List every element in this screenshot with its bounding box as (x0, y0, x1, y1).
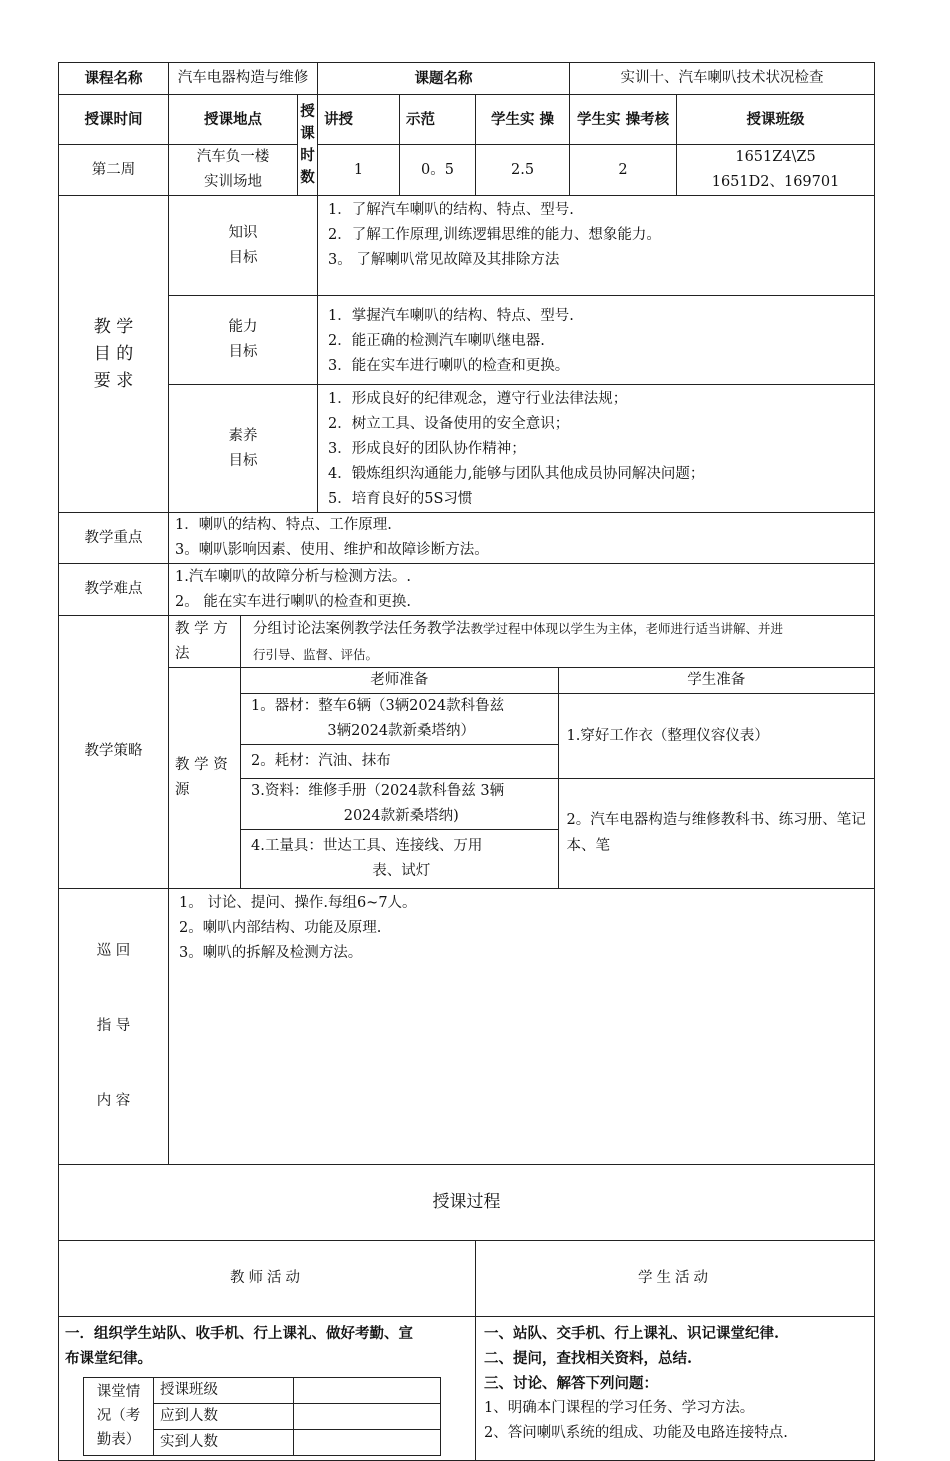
objective-ability-row (59, 296, 875, 385)
class-label: 授课班级 (677, 95, 875, 145)
header-row-labels (59, 95, 875, 145)
lesson-plan-table (58, 62, 875, 1461)
quality-label: 素养 目标 (169, 385, 318, 513)
attendance-row-label: 实到人数 (154, 1429, 294, 1455)
difficulty-item: 2。 能在实车进行喇叭的检查和更换. (175, 593, 411, 610)
hours-label: 授 课 时 数 (298, 95, 318, 196)
attendance-row-label: 应到人数 (154, 1403, 294, 1429)
student-step: 三、讨论、解答下列问题： (484, 1374, 659, 1392)
assessment-label: 学生实 操考核 (570, 95, 677, 145)
activity-content-row (59, 1316, 875, 1460)
attendance-label: 课堂情 况（考 勤表） (84, 1377, 154, 1455)
place-label: 授课地点 (169, 95, 298, 145)
difficulties-label: 教学难点 (59, 564, 169, 616)
difficulties-row (59, 564, 875, 616)
student-prep-label: 学生准备 (558, 668, 874, 694)
resource-label: 教 学 资 源 (169, 668, 241, 889)
strategy-resource-row (59, 668, 875, 889)
method-note-cont: 行引导、监督、评估。 (253, 647, 379, 662)
lecture-value: 1 (318, 145, 400, 196)
patrol-row (59, 888, 875, 1164)
course-name-label: 课程名称 (59, 63, 169, 95)
key-points-row (59, 513, 875, 564)
teacher-item: 2。耗材：汽油、抹布 (241, 745, 558, 779)
patrol-item: 3。喇叭的拆解及检测方法。 (179, 944, 363, 961)
method-label: 教 学 方 法 (169, 616, 241, 668)
attendance-class-field[interactable] (294, 1377, 441, 1403)
demo-value: 0。5 (400, 145, 476, 196)
attendance-actual-field[interactable] (294, 1429, 441, 1455)
quality-item: 2．树立工具、设备使用的安全意识； (328, 416, 570, 432)
course-name-value: 汽车电器构造与维修 (169, 63, 318, 95)
knowledge-item: 2．了解工作原理,训练逻辑思维的能力、想象能力。 (328, 227, 661, 243)
header-row-course (59, 63, 875, 95)
ability-items (318, 296, 875, 385)
topic-value: 实训十、汽车喇叭技术状况检查 (570, 63, 875, 95)
quality-items (318, 385, 875, 513)
difficulties-items (169, 564, 875, 616)
student-activity-label: 学生活动 (476, 1240, 875, 1316)
key-points-label: 教学重点 (59, 513, 169, 564)
place-value: 汽车负一楼 实训场地 (169, 145, 298, 196)
method-note: 教学过程中体现以学生为主体，老师进行适当讲解、并进 (470, 621, 784, 636)
ability-label: 能力 目标 (169, 296, 318, 385)
assessment-value: 2 (570, 145, 677, 196)
objective-knowledge-row (59, 196, 875, 296)
quality-item: 5．培育良好的5S习惯 (328, 491, 473, 507)
student-prep-item: 2。汽车电器构造与维修教科书、练习册、笔记本、笔 (558, 779, 874, 888)
knowledge-items (318, 196, 875, 296)
key-points-items (169, 513, 875, 564)
difficulty-item: 1.汽车喇叭的故障分析与检测方法。. (175, 568, 411, 585)
patrol-items (169, 888, 875, 1164)
strategy-label: 教学策略 (59, 616, 169, 889)
time-value: 第二周 (59, 145, 169, 196)
patrol-label: 巡 回 指 导 内 容 (59, 888, 169, 1164)
knowledge-item: 3。 了解喇叭常见故障及其排除方法 (328, 252, 560, 268)
teacher-activity (59, 1316, 476, 1460)
patrol-item: 1。 讨论、提问、操作.每组6~7人。 (179, 894, 417, 911)
header-row-values (59, 145, 875, 196)
teacher-prep-label: 老师准备 (241, 668, 558, 694)
attendance-row-label: 授课班级 (154, 1377, 294, 1403)
knowledge-label: 知识 目标 (169, 196, 318, 296)
method-value (241, 616, 875, 668)
ability-item: 1．掌握汽车喇叭的结构、特点、型号. (328, 307, 574, 324)
student-activity (476, 1316, 875, 1460)
method-main: 分组讨论法案例教学法任务教学法 (253, 621, 471, 637)
student-step: 一、站队、交手机、行上课礼、识记课堂纪律. (484, 1324, 780, 1342)
lecture-label: 讲授 (318, 95, 400, 145)
teacher-item: 3.资料：维修手册（2024款科鲁兹 3辆 2024款新桑塔纳) (241, 779, 558, 830)
teacher-activity-label: 教师活动 (59, 1240, 476, 1316)
student-step: 二、提问，查找相关资料，总结. (484, 1349, 693, 1367)
lesson-plan-sheet (58, 62, 874, 1461)
objectives-label: 教 学 目 的 要 求 (59, 196, 169, 513)
student-question: 1、明确本门课程的学习任务、学习方法。 (484, 1399, 755, 1416)
patrol-item: 2。喇叭内部结构、功能及原理. (179, 919, 382, 936)
teacher-item: 1。器材：整车6辆（3辆2024款科鲁兹 3辆2024款新桑塔纳） (241, 694, 558, 745)
student-question: 2、答问喇叭系统的组成、功能及电路连接特点. (484, 1424, 788, 1441)
quality-item: 1．形成良好的纪律观念，遵守行业法律法规； (328, 391, 628, 407)
ability-item: 2．能正确的检测汽车喇叭继电器. (328, 332, 545, 349)
teacher-step-1-cont: 布课堂纪律。 (65, 1349, 152, 1367)
activity-header-row (59, 1240, 875, 1316)
knowledge-item: 1．了解汽车喇叭的结构、特点、型号. (328, 202, 574, 218)
teacher-step-1: 一．组织学生站队、收手机、行上课礼、做好考勤、宣 (65, 1324, 413, 1342)
time-label: 授课时间 (59, 95, 169, 145)
teacher-item: 4.工量具：世达工具、连接线、万用 表、试灯 (241, 830, 558, 888)
objective-quality-row (59, 385, 875, 513)
student-prep-item: 1.穿好工作衣（整理仪容仪表） (558, 694, 874, 779)
resource-table (241, 668, 874, 888)
quality-item: 4．锻炼组织沟通能力,能够与团队其他成员协同解决问题； (328, 466, 705, 482)
ability-item: 3．能在实车进行喇叭的检查和更换。 (328, 357, 570, 374)
quality-item: 3．形成良好的团队协作精神； (328, 441, 526, 457)
attendance-table (83, 1377, 441, 1456)
strategy-method-row (59, 616, 875, 668)
key-point-item: 1．喇叭的结构、特点、工作原理. (175, 517, 392, 533)
process-title-row (59, 1164, 875, 1240)
topic-label: 课题名称 (318, 63, 570, 95)
attendance-expected-field[interactable] (294, 1403, 441, 1429)
demo-label: 示范 (400, 95, 476, 145)
key-point-item: 3。喇叭影响因素、使用、维护和故障诊断方法。 (175, 542, 489, 558)
class-value: 1651Z4\Z5 1651D2、169701 (677, 145, 875, 196)
resource-cell (241, 668, 875, 889)
practice-value: 2.5 (476, 145, 570, 196)
process-title: 授课过程 (59, 1164, 875, 1240)
practice-label: 学生实 操 (476, 95, 570, 145)
